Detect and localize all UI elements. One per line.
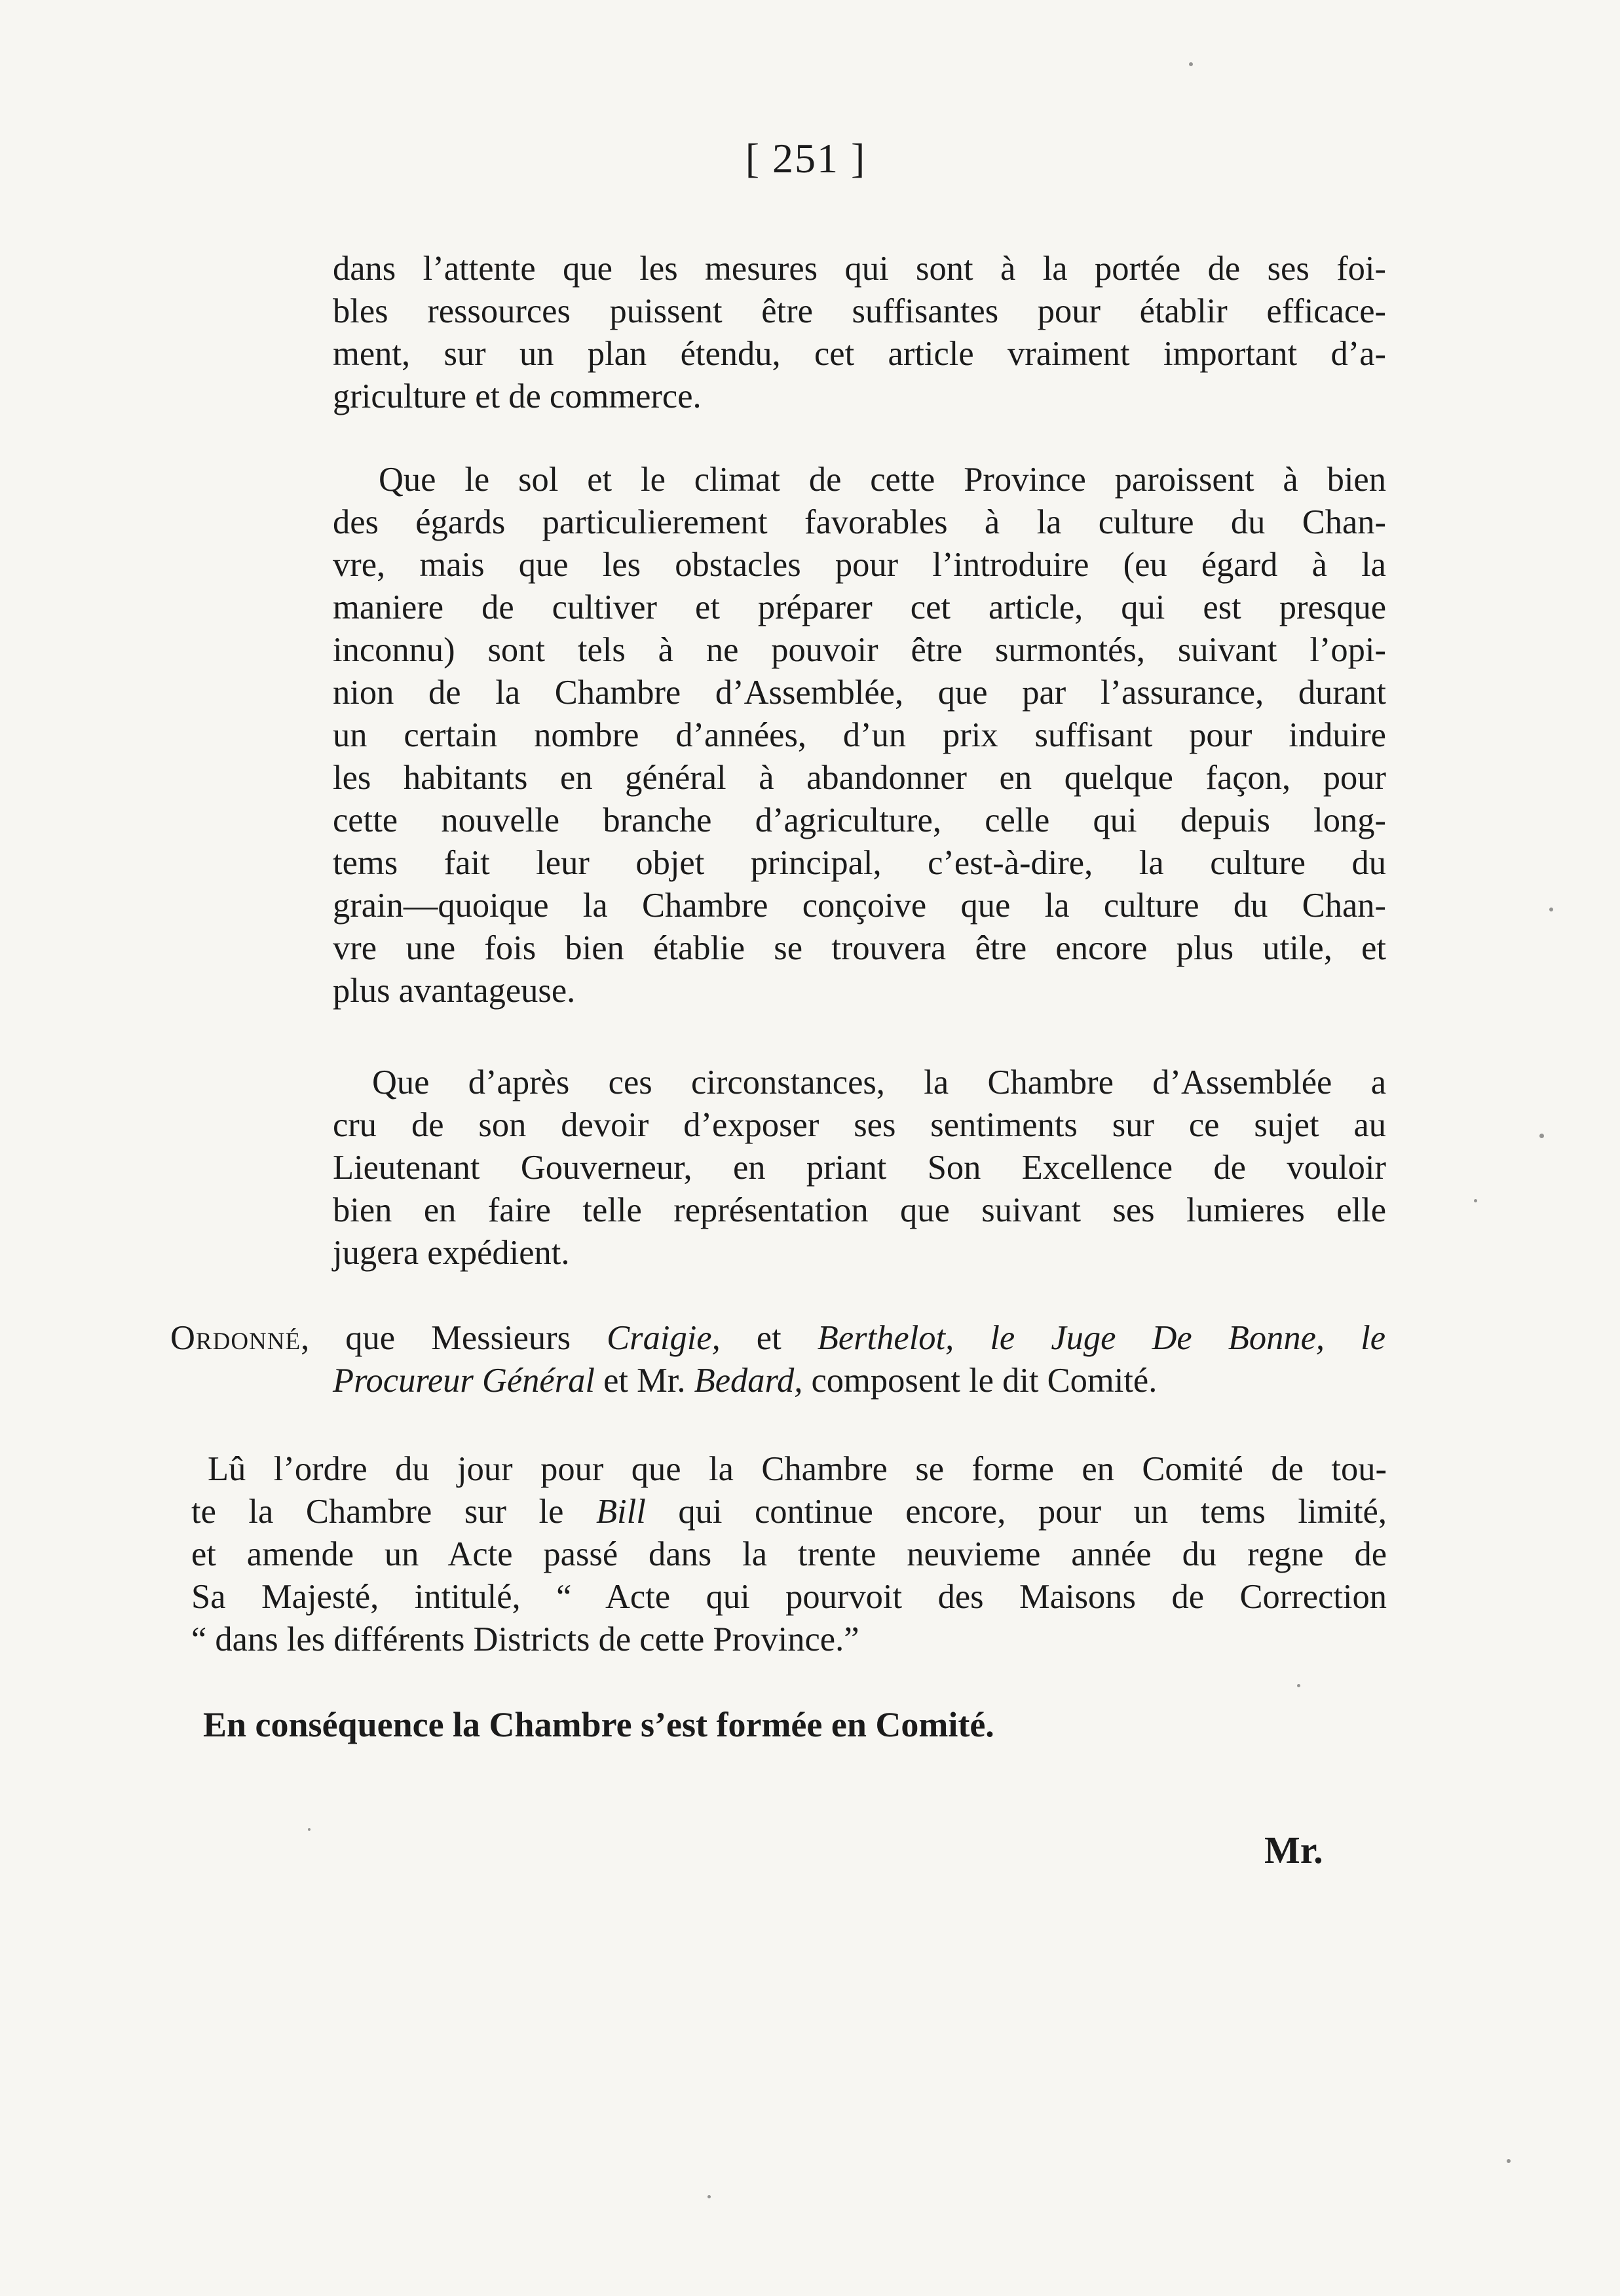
text-line <box>172 1491 1387 1533</box>
text-line: maniere de cultiver et préparer cet article, qui est presque <box>333 588 1386 626</box>
paper-speck <box>707 2195 711 2198</box>
text-line: les habitants en général à abandonner en quelque façon, pour <box>333 759 1386 797</box>
text-line <box>170 1317 1385 1360</box>
text-line: grain—quoique la Chambre conçoive que la culture du Chan- <box>333 887 1386 925</box>
paper-speck <box>1474 1199 1477 1202</box>
text-line: Que le sol et le climat de cette Province paroissent à bien <box>379 461 1386 499</box>
order-of-day-entry <box>172 1448 1387 1661</box>
text-line: dans l’attente que les mesures qui sont à la portée de ses foi- <box>333 250 1386 288</box>
paper-speck <box>1507 2159 1511 2163</box>
paper-speck <box>308 1828 311 1831</box>
paragraph-2 <box>333 459 1386 1012</box>
text-run: , que Messieurs <box>301 1319 607 1357</box>
member-name: Procureur Général <box>333 1362 595 1400</box>
text-line: inconnu) sont tels à ne pouvoir être surmontés, suivant l’opi- <box>333 631 1386 669</box>
text-line: vre, mais que les obstacles pour l’introduire (eu égard à la <box>333 546 1386 584</box>
text-line: plus avantageuse. <box>333 972 576 1010</box>
text-line: bien en faire telle représentation que suivant ses lumieres elle <box>333 1191 1386 1229</box>
text-line: jugera expédient. <box>333 1234 570 1272</box>
member-name: Bedard, <box>694 1362 803 1400</box>
text-run: qui continue encore, pour un tems limité, <box>645 1493 1387 1531</box>
text-line: vre une fois bien établie se trouvera être encore plus utile, et <box>333 929 1386 967</box>
text-line <box>170 1360 1385 1402</box>
paper-speck <box>1549 908 1553 911</box>
member-name: Craigie, <box>607 1319 721 1357</box>
paper-speck <box>1539 1134 1544 1138</box>
text-line: griculture et de commerce. <box>333 377 702 415</box>
text-line: “ dans les différents Districts de cette Province.” <box>191 1620 859 1658</box>
text-run: et Mr. <box>594 1362 694 1400</box>
bill-word: Bill <box>595 1493 646 1531</box>
ordonne-label: Ordonné <box>170 1319 301 1357</box>
member-name: Berthelot, le Juge De Bonne, le <box>817 1319 1386 1357</box>
text-line: cru de son devoir d’exposer ses sentiments sur ce sujet au <box>333 1106 1386 1144</box>
paper-speck <box>1297 1684 1300 1687</box>
text-run: composent le dit Comité. <box>802 1362 1158 1400</box>
text-run: et <box>720 1319 818 1357</box>
page-number: [ 251 ] <box>745 135 867 182</box>
ordonne-entry <box>170 1317 1385 1402</box>
text-line: des égards particulierement favorables à la culture du Chan- <box>333 503 1386 541</box>
text-line: Lû l’ordre du jour pour que la Chambre se forme en Comité de tou- <box>208 1450 1387 1488</box>
text-line: bles ressources puissent être suffisantes pour établir efficace- <box>333 292 1386 330</box>
text-line: un certain nombre d’années, d’un prix suffisant pour induire <box>333 716 1386 754</box>
paper-speck <box>1189 62 1193 66</box>
text-line: Que d’après ces circonstances, la Chambre d’Assemblée a <box>372 1063 1386 1101</box>
consequence-line: En conséquence la Chambre s’est formée en Comité. <box>203 1705 994 1744</box>
paragraph-3 <box>333 1062 1386 1274</box>
text-line: nion de la Chambre d’Assemblée, que par l’assurance, durant <box>333 674 1386 712</box>
text-line: tems fait leur objet principal, c’est-à-dire, la culture du <box>333 844 1386 882</box>
text-line: Sa Majesté, intitulé, “ Acte qui pourvoit des Maisons de Correction <box>191 1578 1387 1616</box>
text-run: te la Chambre sur le <box>191 1493 596 1531</box>
catchword: Mr. <box>1264 1829 1323 1871</box>
text-line: Lieutenant Gouverneur, en priant Son Excellence de vouloir <box>333 1149 1386 1187</box>
text-line: et amende un Acte passé dans la trente neuvieme année du regne de <box>191 1535 1387 1573</box>
paragraph-1 <box>333 248 1386 418</box>
text-line: cette nouvelle branche d’agriculture, celle qui depuis long- <box>333 801 1386 839</box>
text-line: ment, sur un plan étendu, cet article vraiment important d’a- <box>333 335 1386 373</box>
